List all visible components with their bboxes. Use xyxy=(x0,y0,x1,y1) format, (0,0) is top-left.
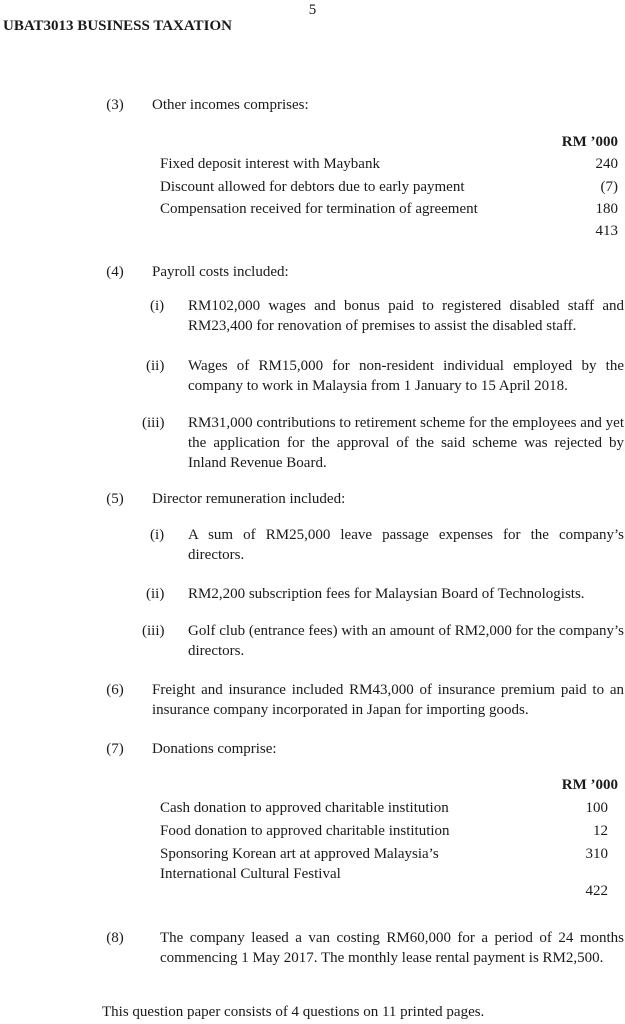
note-7-row-value: 100 xyxy=(585,800,608,816)
note-5-number: (5) xyxy=(106,491,124,507)
note-5-heading: Director remuneration included: xyxy=(152,491,346,507)
note-7-total: 422 xyxy=(585,883,608,899)
page-number: 5 xyxy=(308,2,317,18)
note-6-number: (6) xyxy=(106,682,124,698)
note-7-row-label: Sponsoring Korean art at approved Malaysia’s International Cultural Festival xyxy=(160,846,439,882)
note-7-heading: Donations comprise: xyxy=(152,741,277,757)
note-3-number: (3) xyxy=(106,97,124,113)
note-3-total: 413 xyxy=(595,223,618,239)
footer-note: This question paper consists of 4 questions on 11 printed pages. xyxy=(102,1004,485,1020)
note-5-item-number: (i) xyxy=(150,527,165,543)
course-title: UBAT3013 BUSINESS TAXATION xyxy=(3,18,232,34)
note-7-number: (7) xyxy=(106,741,124,757)
note-3-row-value: (7) xyxy=(600,179,618,195)
note-8-number: (8) xyxy=(106,930,124,946)
note-5-item-text: RM2,200 subscription fees for Malaysian Board of Technologists. xyxy=(188,586,585,602)
note-5-item-number: (iii) xyxy=(142,623,165,639)
note-7-row-value: 12 xyxy=(593,823,608,839)
note-5-item-text: Golf club (entrance fees) with an amount of RM2,000 for the company’s directors. xyxy=(188,623,624,659)
note-4-item-number: (i) xyxy=(150,298,165,314)
note-5-item-number: (ii) xyxy=(146,586,165,602)
note-7-row-label: Food donation to approved charitable institution xyxy=(160,823,450,839)
note-3-row-label: Discount allowed for debtors due to early payment xyxy=(160,179,465,195)
note-7-unit: RM ’000 xyxy=(561,777,618,793)
note-7-row-label: Cash donation to approved charitable institution xyxy=(160,800,449,816)
note-7-row-value: 310 xyxy=(585,846,608,862)
note-8-text: The company leased a van costing RM60,000 for a period of 24 months commencing 1 May 2017. The monthly lease rental payment is RM2,500. xyxy=(160,930,624,966)
note-4-item-text: Wages of RM15,000 for non-resident individual employed by the company to work in Malaysia from 1 January to 15 April 2018. xyxy=(188,358,624,394)
note-3-unit: RM ’000 xyxy=(561,134,618,150)
note-3-row-value: 180 xyxy=(595,201,618,217)
note-6-text: Freight and insurance included RM43,000 of insurance premium paid to an insurance company incorporated in Japan for importing goods. xyxy=(152,682,624,718)
note-4-number: (4) xyxy=(106,264,124,280)
note-4-item-number: (ii) xyxy=(146,358,165,374)
note-5-item-text: A sum of RM25,000 leave passage expenses for the company’s directors. xyxy=(188,527,624,563)
note-3-row-label: Compensation received for termination of agreement xyxy=(160,201,478,217)
note-4-heading: Payroll costs included: xyxy=(152,264,289,280)
note-3-heading: Other incomes comprises: xyxy=(152,97,309,113)
note-4-item-text: RM102,000 wages and bonus paid to registered disabled staff and RM23,400 for renovation of premises to assist the disabled staff. xyxy=(188,298,624,334)
note-4-item-text: RM31,000 contributions to retirement scheme for the employees and yet the application for the approval of the said scheme was rejected by Inland Revenue Board. xyxy=(188,415,624,471)
note-4-item-number: (iii) xyxy=(142,415,165,431)
note-3-row-value: 240 xyxy=(595,156,618,172)
note-3-row-label: Fixed deposit interest with Maybank xyxy=(160,156,380,172)
